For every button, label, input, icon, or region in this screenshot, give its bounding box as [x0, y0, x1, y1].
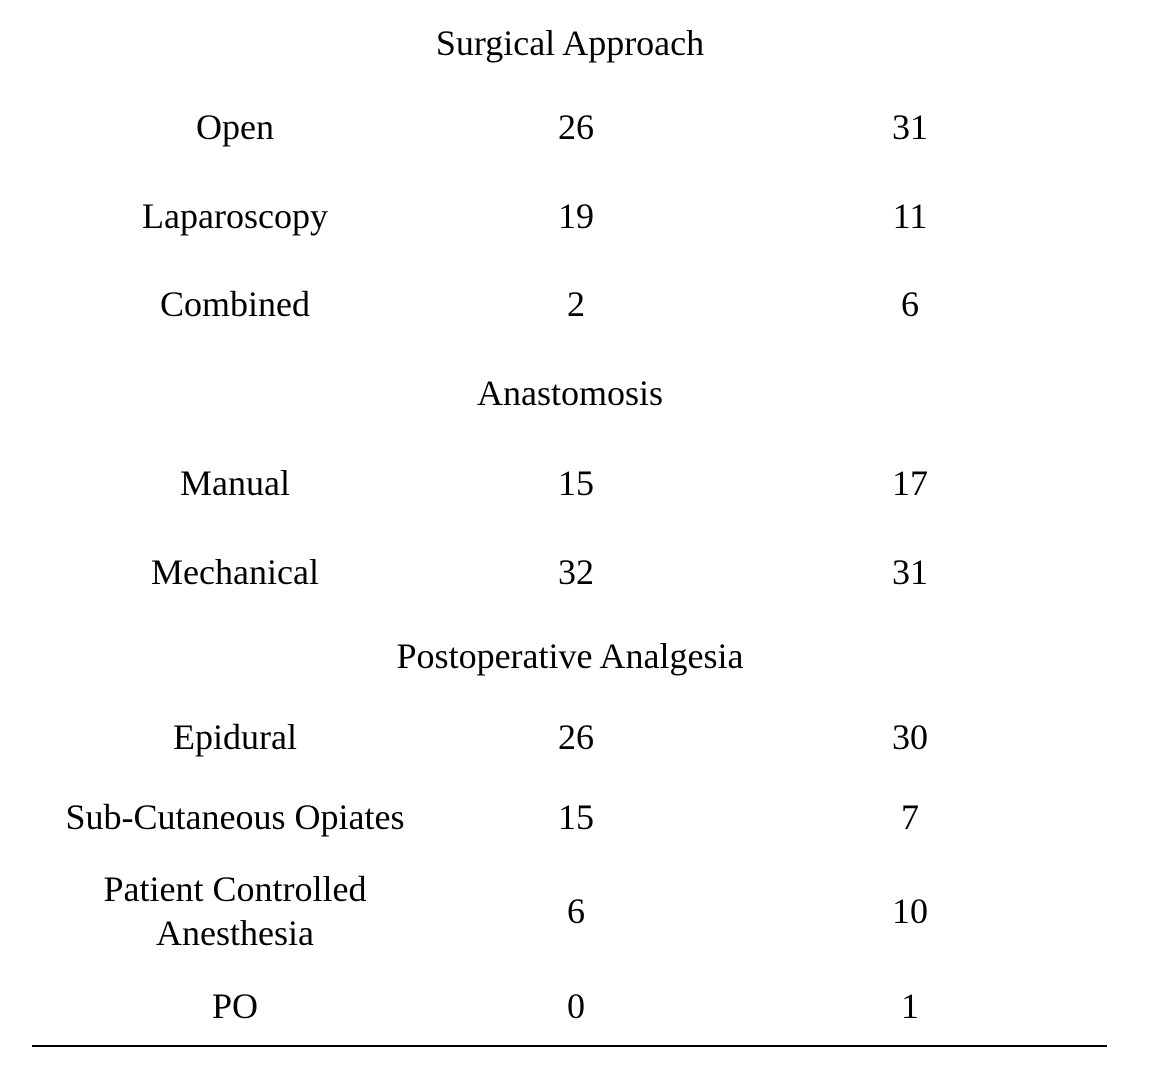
row-label-combined: Combined — [160, 284, 310, 324]
cell-mechanical-col1: 32 — [558, 552, 594, 592]
section-heading-surgical-approach: Surgical Approach — [435, 23, 705, 63]
row-label-mechanical: Mechanical — [151, 552, 319, 592]
cell-laparoscopy-col2: 11 — [892, 196, 928, 236]
section-heading-anastomosis: Anastomosis — [476, 373, 663, 413]
row-label-po: PO — [211, 986, 259, 1026]
cell-epidural-col1: 26 — [558, 717, 594, 757]
cell-mechanical-col2: 31 — [892, 552, 928, 592]
cell-po-col1: 0 — [567, 986, 585, 1026]
cell-manual-col2: 17 — [892, 463, 928, 503]
cell-epidural-col2: 30 — [892, 717, 928, 757]
row-label-patient-controlled-line2: Anesthesia — [156, 913, 314, 953]
cell-patient-controlled-col2: 10 — [892, 891, 928, 931]
cell-combined-col1: 2 — [567, 284, 585, 324]
cell-patient-controlled-col1: 6 — [567, 891, 585, 931]
cell-manual-col1: 15 — [558, 463, 594, 503]
row-label-patient-controlled-line1: Patient Controlled — [103, 869, 367, 909]
cell-open-col2: 31 — [892, 107, 928, 147]
row-label-open: Open — [196, 107, 274, 147]
cell-laparoscopy-col1: 19 — [558, 196, 594, 236]
row-label-epidural: Epidural — [173, 717, 297, 757]
row-label-manual: Manual — [180, 463, 290, 503]
cell-open-col1: 26 — [558, 107, 594, 147]
cell-po-col2: 1 — [901, 986, 919, 1026]
cell-sub-cutaneous-opiates-col1: 15 — [558, 797, 594, 837]
cell-combined-col2: 6 — [901, 284, 919, 324]
cell-sub-cutaneous-opiates-col2: 7 — [901, 797, 919, 837]
table-bottom-rule — [32, 1045, 1107, 1047]
section-heading-postoperative-analgesia: Postoperative Analgesia — [396, 636, 744, 676]
row-label-laparoscopy: Laparoscopy — [142, 196, 328, 236]
row-label-sub-cutaneous-opiates: Sub-Cutaneous Opiates — [65, 797, 405, 837]
